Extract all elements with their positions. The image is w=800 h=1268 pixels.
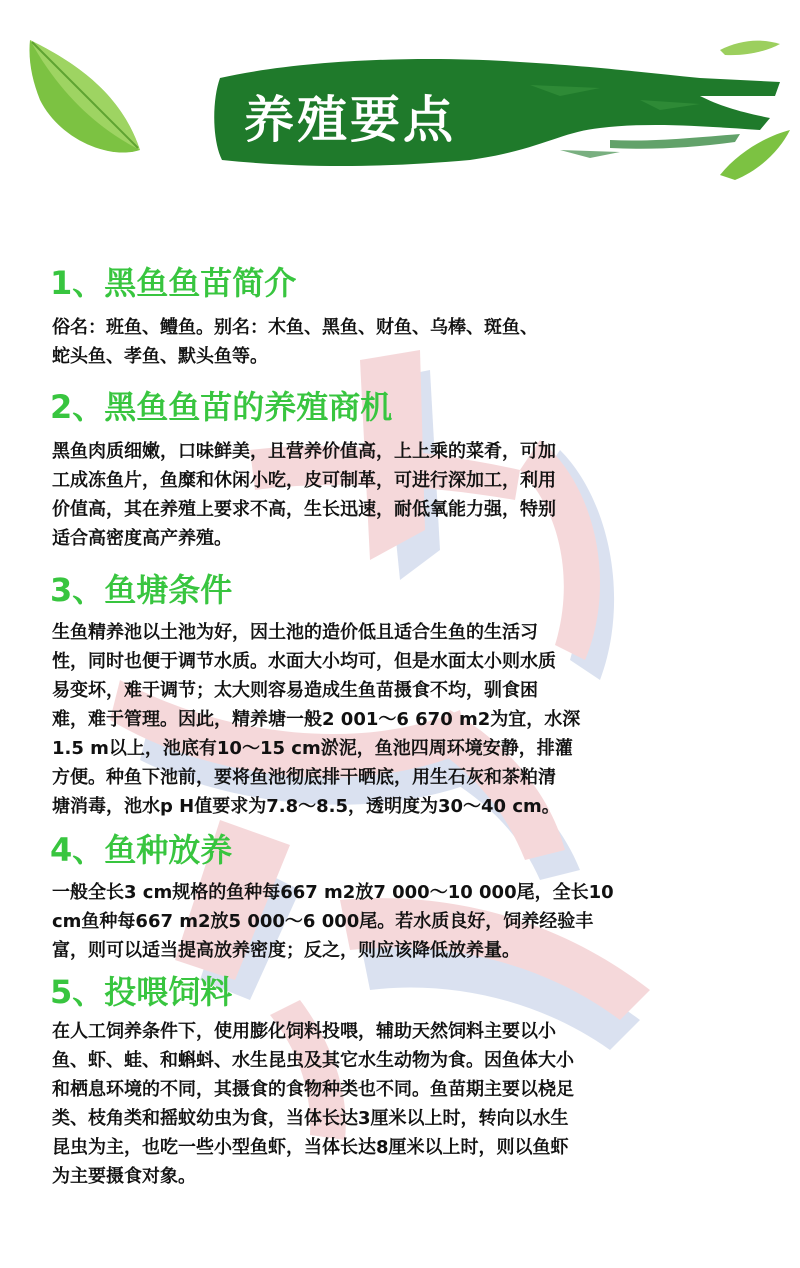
section-heading: 1、黑鱼鱼苗简介 bbox=[50, 264, 297, 302]
paragraph-line: 工成冻鱼片，鱼糜和休闲小吃，皮可制革，可进行深加工，利用 bbox=[52, 470, 556, 491]
section-heading: 2、黑鱼鱼苗的养殖商机 bbox=[50, 388, 393, 426]
section-paragraph bbox=[52, 313, 752, 371]
section-paragraph bbox=[52, 618, 752, 821]
paragraph-line: 昆虫为主，也吃一些小型鱼虾，当体长达8厘米以上时，则以鱼虾 bbox=[52, 1137, 569, 1158]
paragraph-line: 1.5 m以上，池底有10～15 cm淤泥，鱼池四周环境安静，排灌 bbox=[52, 738, 573, 759]
paragraph-line: 俗名：班鱼、鳢鱼。别名：木鱼、黑鱼、财鱼、乌棒、斑鱼、 bbox=[52, 317, 538, 338]
paragraph-line: 一般全长3 cm规格的鱼种每667 m2放7 000～10 000尾，全长10 bbox=[52, 882, 614, 903]
paragraph-line: 适合高密度高产养殖。 bbox=[52, 528, 232, 549]
section-heading: 5、投喂饲料 bbox=[50, 973, 233, 1011]
section-heading: 4、鱼种放养 bbox=[50, 831, 233, 869]
paragraph-line: 塘消毒，池水p H值要求为7.8～8.5，透明度为30～40 cm。 bbox=[52, 796, 560, 817]
paragraph-line: 富，则可以适当提高放养密度；反之，则应该降低放养量。 bbox=[52, 940, 520, 961]
paragraph-line: 生鱼精养池以土池为好，因土池的造价低且适合生鱼的生活习 bbox=[52, 622, 538, 643]
section-heading: 3、鱼塘条件 bbox=[50, 571, 233, 609]
section-paragraph bbox=[52, 1017, 752, 1191]
paragraph-line: 为主要摄食对象。 bbox=[52, 1166, 196, 1187]
paragraph-line: 鱼、虾、蛙、和蝌蚪、水生昆虫及其它水生动物为食。因鱼体大小 bbox=[52, 1050, 574, 1071]
paragraph-line: 易变坏，难于调节；太大则容易造成生鱼苗摄食不均，驯食困 bbox=[52, 680, 538, 701]
paragraph-line: 和栖息环境的不同，其摄食的食物种类也不同。鱼苗期主要以桡足 bbox=[52, 1079, 574, 1100]
paragraph-line: 难，难于管理。因此，精养塘一般2 001～6 670 m2为宜，水深 bbox=[52, 709, 581, 730]
paragraph-line: 价值高，其在养殖上要求不高，生长迅速，耐低氧能力强，特别 bbox=[52, 499, 556, 520]
paragraph-line: 在人工饲养条件下，使用膨化饲料投喂，辅助天然饲料主要以小 bbox=[52, 1021, 556, 1042]
paragraph-line: 蛇头鱼、孝鱼、默头鱼等。 bbox=[52, 346, 268, 367]
paragraph-line: 黑鱼肉质细嫩，口味鲜美，且营养价值高，上上乘的菜肴，可加 bbox=[52, 441, 556, 462]
paragraph-line: 性，同时也便于调节水质。水面大小均可，但是水面太小则水质 bbox=[52, 651, 556, 672]
leaf-icon bbox=[29, 40, 140, 153]
paragraph-line: 方便。种鱼下池前，要将鱼池彻底排干晒底，用生石灰和茶粕清 bbox=[52, 767, 556, 788]
paragraph-line: 类、枝角类和摇蚊幼虫为食，当体长达3厘米以上时，转向以水生 bbox=[52, 1108, 569, 1129]
paragraph-line: cm鱼种每667 m2放5 000～6 000尾。若水质良好，饲养经验丰 bbox=[52, 911, 594, 932]
banner-title: 养殖要点 bbox=[244, 91, 456, 149]
section-paragraph bbox=[52, 878, 752, 965]
section-paragraph bbox=[52, 437, 752, 553]
